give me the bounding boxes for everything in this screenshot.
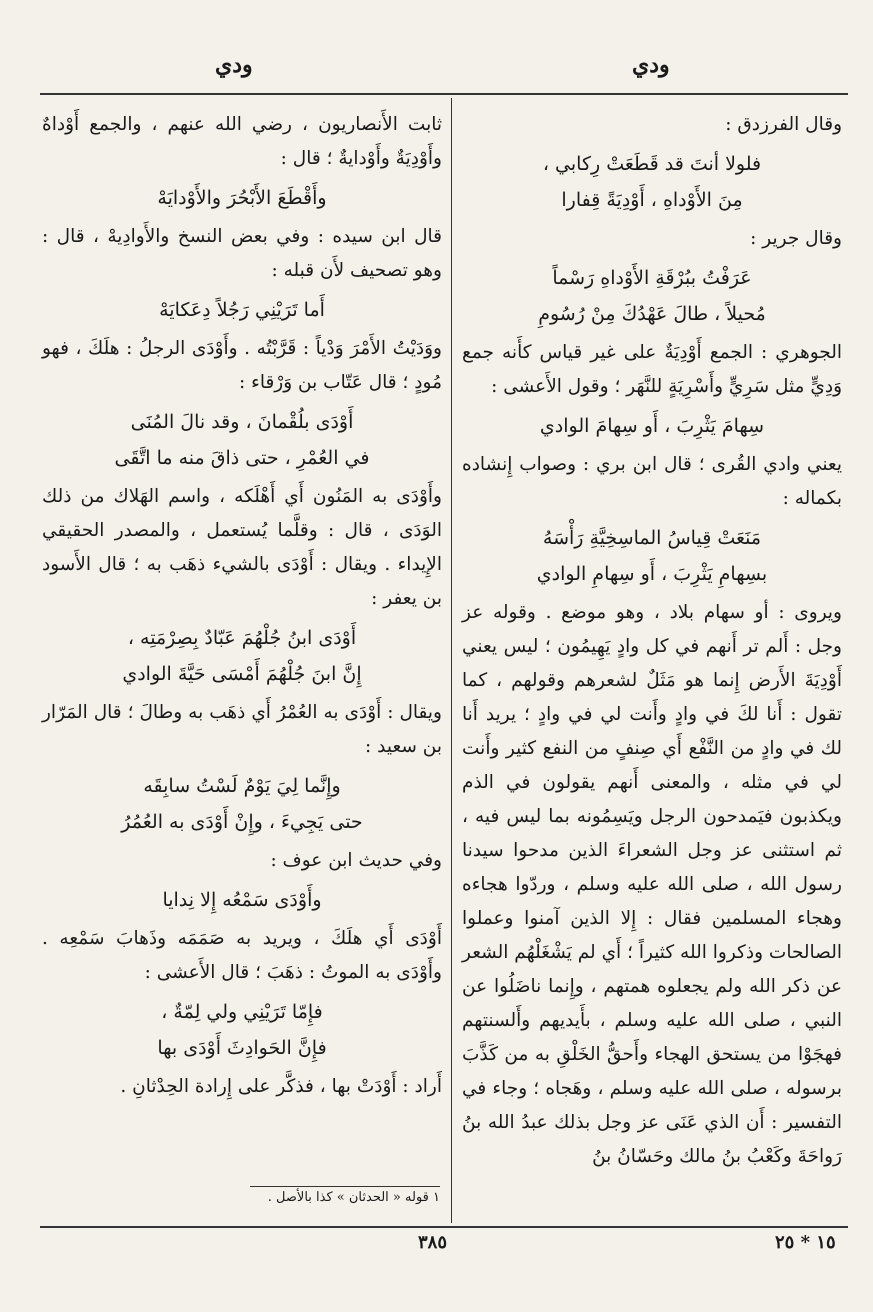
paragraph: أَوْدَى أَي هلَكَ ، ويريد به صَمَمَه وذَهابَ سَمْعِه . وأَوْدَى به الموتُ : ذهَبَ ؛ قال الأَعشى : <box>42 928 442 983</box>
footnote: ١ قوله « الحدثان » كذا بالأصل . <box>267 1190 440 1205</box>
verse <box>462 260 842 332</box>
page-number: ٣٨٥ <box>418 1232 448 1253</box>
verse-line: وأَقْطَعَ الأَبْحُرَ والأَوْدايَهْ <box>157 187 327 209</box>
verse <box>42 768 442 840</box>
paragraph: وقال جرير : <box>750 228 842 249</box>
paragraph: وفي حديث ابن عوف : <box>270 850 442 871</box>
verse-line: أَوْدَى بلُقْمانَ ، وقد نالَ المُنَى <box>130 411 354 433</box>
paragraph: الجوهري : الجمع أَوْدِيَةٌ على غير قياس كأَنه جمع وَدِيٍّ مثل سَرِيٍّ وأَسْرِيَةٍ للنَّهَر ؛ وقول الأَعشى : <box>462 342 842 397</box>
paragraph: قال ابن سيده : وفي بعض النسخ والأَوادِيهْ ، قال : وهو تصحيف لأَن قبله : <box>42 226 442 281</box>
right-column <box>462 108 842 1174</box>
verse <box>462 408 842 444</box>
right-header-word: ودي <box>632 52 670 78</box>
footer-rule <box>40 1226 848 1228</box>
verse-line: مِنَ الأَوْداهِ ، أَوْدِيَةً قِفارا <box>561 189 743 211</box>
verse-line: مُحيلاً ، طالَ عَهْدُكَ مِنْ رُسُومِ <box>538 303 766 325</box>
paragraph: ووَدَيْتُ الأَمْرَ وَدْياً : قَرَّبْتُه . وأَوْدَى الرجلُ : هلَكَ ، فهو مُودٍ ؛ قال عَتّاب بن وَرْقاء : <box>42 338 442 393</box>
paragraph: وأَوْدَى به المَنُون أَي أَهْلَكه ، واسم الهَلاك من ذلك الوَدَى ، قال : وقلَّما يُستعمل ، والمصدر الحقيقي الإِيداء . ويقال : أَوْدَى بالشيء ذهَب به ؛ قال الأَسود بن يعفر : <box>42 486 442 609</box>
verse-line: حتى يَجِيءَ ، وإِنْ أَوْدَى به العُمُرُ <box>121 811 363 833</box>
verse-line: وإِنَّما لِيَ يَوْمٌ لَسْتُ سابِقَه <box>143 775 341 797</box>
verse-line: وأَوْدَى سَمْعُه إِلا نِدايا <box>162 889 322 911</box>
paragraph: وقال الفرزدق : <box>725 114 842 135</box>
verse <box>42 620 442 692</box>
paragraph: ثابت الأَنصاريون ، رضي الله عنهم ، والجمع أَوْداهٌ وأَوْدِيَةٌ وأَوْدايةٌ ؛ قال : <box>42 114 442 169</box>
footnote-rule <box>250 1186 440 1187</box>
verse-line: فإِمّا تَرَيْنِي ولي لِمّةٌ ، <box>161 1001 323 1023</box>
paragraph: ويقال : أَوْدَى به العُمْرُ أَي ذهَب به وطالَ ؛ قال المَرّار بن سعيد : <box>42 702 442 757</box>
paragraph: أَراد : أَوْدَتْ بها ، فذكَّر على إِرادة الحِدْثانِ . <box>120 1076 442 1097</box>
verse <box>462 520 842 592</box>
verse-line: فإِنَّ الحَوادِثَ أَوْدَى بها <box>157 1037 327 1059</box>
header-rule <box>40 93 848 95</box>
verse-line: بسِهامِ يَثْرِبَ ، أَو سِهامِ الوادي <box>536 563 768 585</box>
column-divider <box>451 98 452 1223</box>
verse-line: عَرَفْتُ ببُرْقَةِ الأَوْداهِ رَسْماً <box>552 267 752 289</box>
verse-line: فلولا أنتَ قد قَطَعَتْ رِكابي ، <box>542 153 762 175</box>
verse-line: أَوْدَى ابنُ جُلْهُمَ عَبّادٌ بِصِرْمَتِه ، <box>127 627 357 649</box>
verse-line: في العُمْرِ ، حتى ذاقَ منه ما اتَّقَى <box>114 447 370 469</box>
verse-line: إِنَّ ابنَ جُلْهُمَ أَمْسَى حَيَّةَ الوادي <box>122 663 362 685</box>
verse-line: سِهامَ يَثْرِبَ ، أَو سِهامَ الوادي <box>539 415 765 437</box>
verse-line: مَنَعَتْ قِياسُ الماسِخِيَّةِ رَأْسَهُ <box>542 527 762 549</box>
verse <box>42 882 442 918</box>
paragraph: يعني وادي القُرى ؛ قال ابن بري : وصواب إِنشاده بكماله : <box>462 454 842 509</box>
verse-line: أَما تَرَيْنِي رَجُلاً دِعَكايَهْ <box>159 299 325 321</box>
verse <box>42 180 442 216</box>
left-header-word: ودي <box>215 52 253 78</box>
verse <box>42 404 442 476</box>
signature-mark: ١٥ * ٢٥ <box>775 1232 836 1253</box>
paragraph: ويروى : أو سهام بلاد ، وهو موضع . وقوله عز وجل : أَلم تر أَنهم في كل وادٍ يَهِيمُون ؛ ليس يعني أَوْدِيَةَ الأَرض إِنما هو مَثَلٌ لشعرهم وقولهم ، كما تقول : أَنا لكَ في وادٍ وأَنت لي في وادٍ ؛ يريد أَنا لك في وادٍ من النَّفْع أَي صِنفٍ من النفع كثير وأَنت لي في مثله ، والمعنى أَنهم يقولون في الذم ويكذبون فيَمدحون الرجل ويَسِمُونه بما ليس فيه ، ثم استثنى عز وجل الشعراءَ الذين مدحوا سيدنا رسول الله ، صلى الله عليه وسلم ، وردّوا هجاءه وهجاء المسلمين فقال : إِلا الذين آمنوا وعملوا الصالحات وذكروا الله كثيراً ؛ أَي لم يَشْغَلْهُم الشعر عن ذكر الله ولم يجعلوه همتهم ، وإِنما ناضَلُوا عن النبي ، صلى الله عليه وسلم ، بأَيديهم وأَلسنتهم فهجَوْا من يستحق الهجاء وأَحقُّ الخَلْقِ به من كَذَّبَ برسوله ، صلى الله عليه وسلم ، وهَجاه ؛ وجاء في التفسير : أَن الذي عَنَى عز وجل بذلك عبدُ الله بنُ رَواحَةَ وكَعْبُ بنُ مالك وحَسّانُ بنُ <box>462 602 842 1167</box>
verse <box>462 146 842 218</box>
left-column <box>42 108 442 1104</box>
verse <box>42 292 442 328</box>
verse <box>42 994 442 1066</box>
